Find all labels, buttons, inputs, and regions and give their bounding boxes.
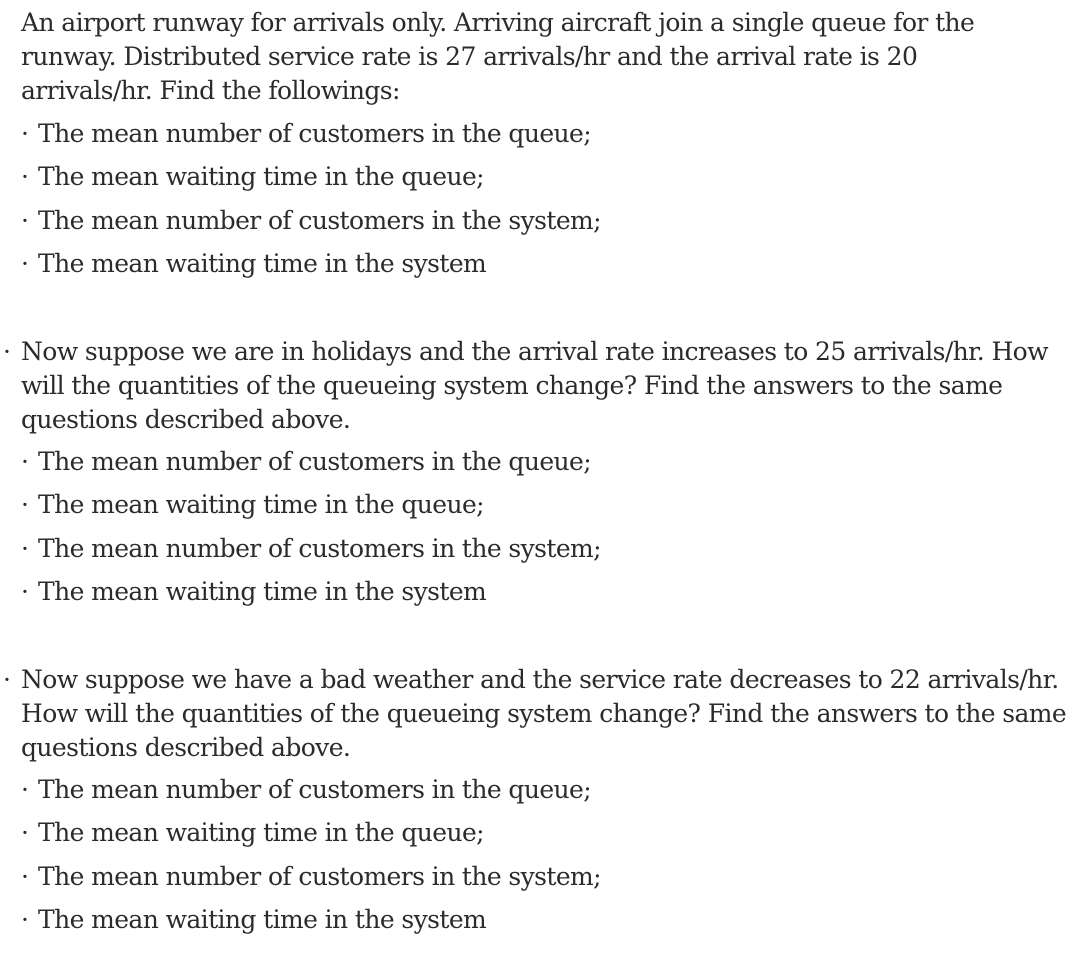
section3-item-2 — [21, 816, 484, 850]
section1-item-1 — [21, 117, 591, 151]
section2-item-4 — [21, 575, 486, 609]
section3-line-2: How will the quantities of the queueing system change? Find the answers to the same — [21, 699, 1067, 728]
section1-item-3 — [21, 204, 601, 238]
section2-line-3: questions described above. — [21, 405, 351, 434]
intro-line-3: arrivals/hr. Find the followings: — [21, 76, 400, 105]
section2-line-1: Now suppose we are in holidays and the arrival rate increases to 25 arrivals/hr. How — [21, 337, 1048, 366]
section2-item-3 — [21, 532, 601, 566]
item-text: The mean number of customers in the system; — [38, 534, 601, 563]
item-text: The mean waiting time in the queue; — [38, 490, 485, 519]
bullet-icon: · — [21, 818, 29, 847]
section3-item-3 — [21, 860, 601, 894]
item-text: The mean waiting time in the system — [38, 905, 487, 934]
bullet-icon: · — [21, 862, 29, 891]
section3-bullet-icon: · — [3, 665, 11, 694]
item-text: The mean number of customers in the queue; — [38, 119, 592, 148]
bullet-icon: · — [21, 534, 29, 563]
bullet-icon: · — [21, 119, 29, 148]
section3-line-1: Now suppose we have a bad weather and the service rate decreases to 22 arrivals/hr. — [21, 665, 1059, 694]
item-text: The mean waiting time in the system — [38, 577, 487, 606]
bullet-icon: · — [21, 447, 29, 476]
item-text: The mean waiting time in the system — [38, 249, 487, 278]
item-text: The mean number of customers in the system; — [38, 206, 601, 235]
bullet-icon: · — [21, 577, 29, 606]
section2-item-2 — [21, 488, 484, 522]
section3-item-1 — [21, 773, 591, 807]
section3-paragraph — [21, 663, 1081, 765]
item-text: The mean number of customers in the queue; — [38, 447, 592, 476]
section2-bullet-icon: · — [3, 337, 11, 366]
intro-paragraph — [21, 6, 1081, 108]
section1-item-2 — [21, 160, 484, 194]
section3-item-4 — [21, 903, 486, 937]
item-text: The mean waiting time in the queue; — [38, 162, 485, 191]
section2-item-1 — [21, 445, 591, 479]
bullet-icon: · — [21, 206, 29, 235]
intro-line-2: runway. Distributed service rate is 27 arrivals/hr and the arrival rate is 20 — [21, 42, 918, 71]
item-text: The mean waiting time in the queue; — [38, 818, 485, 847]
item-text: The mean number of customers in the system; — [38, 862, 601, 891]
section2-line-2: will the quantities of the queueing system change? Find the answers to the same — [21, 371, 1003, 400]
bullet-icon: · — [21, 249, 29, 278]
bullet-icon: · — [21, 490, 29, 519]
section1-item-4 — [21, 247, 486, 281]
section2-paragraph — [21, 335, 1081, 437]
bullet-icon: · — [21, 905, 29, 934]
intro-line-1: An airport runway for arrivals only. Arriving aircraft join a single queue for the — [21, 8, 975, 37]
bullet-icon: · — [21, 162, 29, 191]
section3-line-3: questions described above. — [21, 733, 351, 762]
item-text: The mean number of customers in the queue; — [38, 775, 592, 804]
bullet-icon: · — [21, 775, 29, 804]
